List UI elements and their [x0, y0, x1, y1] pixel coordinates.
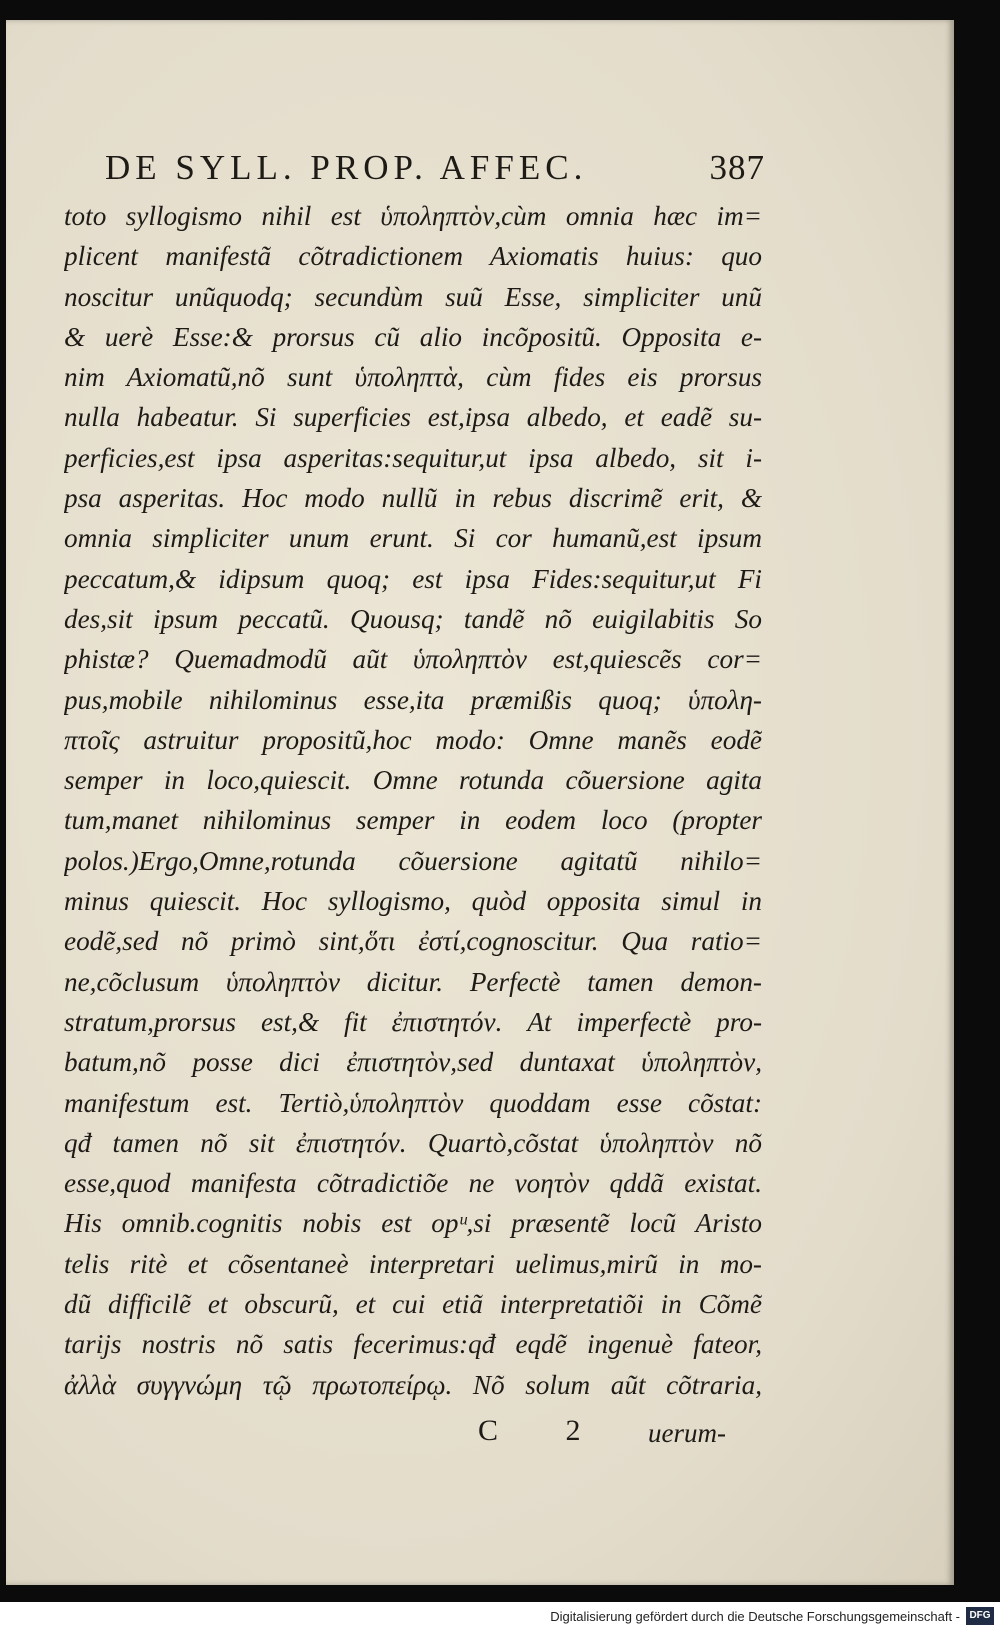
- text-line: qđ tamen nõ sit ἐπιστητόν. Quartò,cõstat ὑποληπτὸν nõ: [64, 1127, 762, 1158]
- text-line: telis ritè et cõsentaneè interpretari uelimus,mirũ in mo-: [64, 1248, 762, 1279]
- text-line: tum,manet nihilominus semper in eodem loco (propter: [64, 805, 762, 836]
- text-line: plicent manifestã cõtradictionem Axiomatis huius: quo: [64, 241, 762, 272]
- footer-credit: Digitalisierung gefördert durch die Deutsche Forschungsgemeinschaft -: [550, 1609, 960, 1624]
- text-line: psa asperitas. Hoc modo nullũ in rebus discrimẽ erit, &: [64, 483, 762, 514]
- text-line: batum,nõ posse dici ἐπιστητὸν,sed duntaxat ὑποληπτὸν,: [64, 1047, 762, 1078]
- text-line: esse,quod manifesta cõtradictiõe ne νοητὸν qddã existat.: [64, 1168, 762, 1199]
- text-line: stratum,prorsus est,& fit ἐπιστητόν. At imperfectè pro-: [64, 1006, 762, 1037]
- text-line: tarijs nostris nõ satis fecerimus:qđ eqdẽ ingenuè fateor,: [64, 1329, 762, 1360]
- text-line: & uerè Esse:& prorsus cũ alio incõpositũ. Opposita e-: [64, 321, 762, 352]
- running-title: DE SYLL. PROP. AFFEC.: [105, 148, 588, 187]
- text-line: manifestum est. Tertiò,ὑποληπτὸν quoddam esse cõstat:: [64, 1087, 762, 1118]
- signature-mark: C 2: [478, 1414, 611, 1447]
- text-line: His omnib.cognitis nobis est opᵘ,si præsentẽ locũ Aristo: [64, 1208, 762, 1239]
- text-line: πτοῖς astruitur propositũ,hoc modo: Omne manẽs eodẽ: [64, 724, 762, 755]
- text-line: semper in loco,quiescit. Omne rotunda cõuersione agita: [64, 765, 762, 796]
- body-text: [64, 196, 762, 1405]
- text-line: ne,cõclusum ὑποληπτὸν dicitur. Perfectè tamen demon-: [64, 966, 762, 997]
- text-line: phistæ? Quemadmodũ aũt ὑποληπτὸν est,quiescẽs cor=: [64, 644, 762, 675]
- digitization-footer: [0, 1602, 1000, 1628]
- text-line: nulla habeatur. Si superficies est,ipsa albedo, et eadẽ su-: [64, 402, 762, 433]
- text-line: noscitur unũquodq; secundùm suũ Esse, simpliciter unũ: [64, 281, 762, 312]
- text-line: dũ difficilẽ et obscurũ, et cui etiã interpretatiõi in Cõmẽ: [64, 1289, 762, 1320]
- text-line: toto syllogismo nihil est ὑποληπτὸν,cùm omnia hæc im=: [64, 201, 762, 231]
- text-line: eodẽ,sed nõ primò sint,ὅτι ἐστί,cognoscitur. Qua ratio=: [64, 926, 762, 957]
- text-line: des,sit ipsum peccatũ. Quousq; tandẽ nõ euigilabitis So: [64, 603, 762, 634]
- dfg-logo: DFG: [966, 1607, 994, 1625]
- text-line: ἀλλὰ συγγνώμη τῷ πρωτοπείρῳ. Nõ solum aũt cõtraria,: [64, 1369, 762, 1400]
- text-line: omnia simpliciter unum erunt. Si cor humanũ,est ipsum: [64, 523, 762, 554]
- text-line: minus quiescit. Hoc syllogismo, quòd opposita simul in: [64, 886, 762, 917]
- catchword: uerum-: [648, 1418, 726, 1448]
- text-line: nim Axiomatũ,nõ sunt ὑποληπτὰ, cùm fides eis prorsus: [64, 362, 762, 393]
- text-line: peccatum,& idipsum quoq; est ipsa Fides:sequitur,ut Fi: [64, 563, 762, 594]
- text-line: polos.)Ergo,Omne,rotunda cõuersione agitatũ nihilo=: [64, 845, 762, 876]
- page-number: 387: [709, 148, 765, 187]
- text-line: perficies,est ipsa asperitas:sequitur,ut ipsa albedo, sit i-: [64, 442, 762, 473]
- text-line: pus,mobile nihilominus esse,ita præmißis quoq; ὑπολη-: [64, 684, 762, 715]
